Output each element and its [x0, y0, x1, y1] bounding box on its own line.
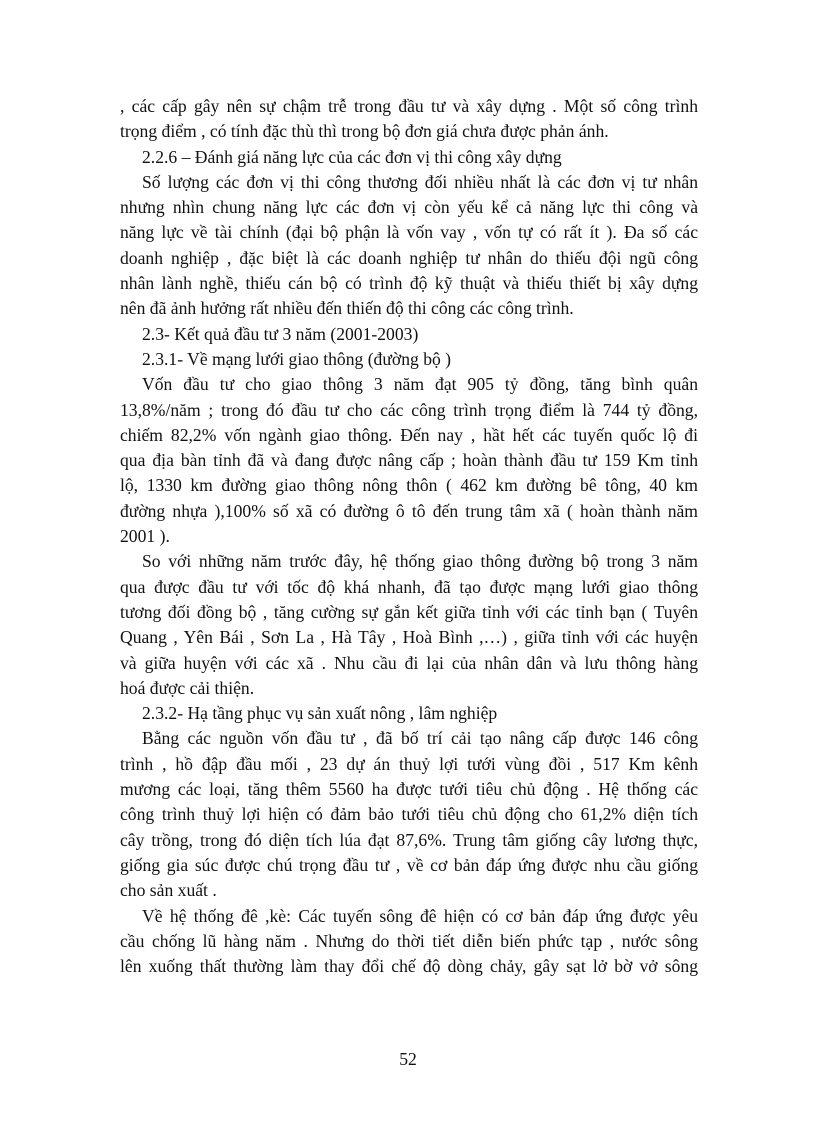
section-heading-2-3: 2.3- Kết quả đầu tư 3 năm (2001-2003) — [142, 323, 419, 344]
document-page-body — [120, 94, 698, 979]
body-line: lộ, 1330 km đường giao thông nông thôn ( 462 km đường bê tông, 40 km — [120, 475, 698, 496]
body-line: cây trồng, trong đó diện tích lúa đạt 87,6%. Trung tâm giống cây lương thực, — [120, 829, 698, 850]
body-line: và giữa huyện với các xã . Nhu cầu đi lại của nhân dân và lưu thông hàng — [120, 652, 698, 673]
body-line: tương đối đồng bộ , tăng cường sự gắn kết giữa tỉnh với các tỉnh bạn ( Tuyên — [120, 601, 698, 622]
paragraph-first-line: Vốn đầu tư cho giao thông 3 năm đạt 905 tỷ đồng, tăng bình quân — [142, 374, 698, 395]
page-number: 52 — [399, 1049, 417, 1069]
body-line: , các cấp gây nên sự chậm trễ trong đầu tư và xây dựng . Một số công trình — [120, 96, 698, 116]
body-line: cầu chống lũ hàng năm . Nhưng do thời tiết diễn biến phức tạp , nước sông — [120, 930, 698, 951]
body-line: hoá được cải thiện. — [120, 677, 255, 698]
body-line: 2001 ). — [120, 526, 170, 547]
body-line: năng lực về tài chính (đại bộ phận là vốn vay , vốn tự có rất ít ). Đa số các — [120, 222, 698, 243]
body-line: chiếm 82,2% vốn ngành giao thông. Đến nay , hầt hết các tuyến quốc lộ đi — [120, 424, 698, 445]
paragraph-first-line: Số lượng các đơn vị thi công thương đối nhiều nhất là các đơn vị tư nhân — [142, 171, 698, 192]
body-line: giống gia súc được chú trọng đầu tư , về cơ bản đáp ứng được nhu cầu giống — [120, 854, 698, 875]
paragraph-first-line: So với những năm trước đây, hệ thống giao thông đường bộ trong 3 năm — [142, 551, 698, 572]
paragraph-first-line: Bằng các nguồn vốn đầu tư , đã bố trí cải tạo nâng cấp được 146 công — [142, 728, 698, 749]
section-heading-2-2-6: 2.2.6 – Đánh giá năng lực của các đơn vị thi công xây dựng — [142, 146, 562, 167]
body-line: qua địa bàn tỉnh đã và đang được nâng cấp ; hoàn thành đầu tư 159 Km tỉnh — [120, 450, 698, 471]
body-line: Quang , Yên Bái , Sơn La , Hà Tây , Hoà Bình ,…) , giữa tỉnh với các huyện — [120, 627, 698, 648]
body-line: mương các loại, tăng thêm 5560 ha được tưới tiêu chủ động . Hệ thống các — [120, 779, 698, 800]
body-line: công trình thuỷ lợi hiện có đảm bảo tưới tiêu chủ động cho 61,2% diện tích — [120, 804, 698, 825]
body-line: nên đã ảnh hưởng rất nhiều đến thiến độ thi công các công trình. — [120, 298, 574, 319]
body-line: trọng điểm , có tính đặc thù thì trong bộ đơn giá chưa được phản ánh. — [120, 121, 609, 142]
section-heading-2-3-2: 2.3.2- Hạ tầng phục vụ sản xuất nông , lâm nghiệp — [142, 703, 498, 724]
body-line: đường nhựa ),100% số xã có đường ô tô đến trung tâm xã ( hoàn thành năm — [120, 500, 698, 521]
body-line: doanh nghiệp , đặc biệt là các doanh nghiệp tư nhân do thiếu đội ngũ công — [120, 247, 698, 268]
body-line: nhân lành nghề, thiếu cán bộ có trình độ kỹ thuật và thiếu thiết bị xây dựng — [120, 273, 698, 294]
body-line: nhưng nhìn chung năng lực các đơn vị còn yếu kể cả năng lực thi công và — [120, 197, 698, 218]
paragraph-first-line: Về hệ thống đê ,kè: Các tuyến sông đê hiện có cơ bản đáp ứng được yêu — [142, 905, 698, 926]
body-line: qua được đầu tư với tốc độ khá nhanh, đã tạo được mạng lưới giao thông — [120, 576, 698, 597]
body-line: cho sản xuất . — [120, 880, 217, 901]
body-line: lên xuống thất thường làm thay đổi chế độ dòng chảy, gây sạt lở bờ vở sông — [120, 956, 698, 977]
section-heading-2-3-1: 2.3.1- Về mạng lưới giao thông (đường bộ ) — [142, 348, 452, 369]
body-line: 13,8%/năm ; trong đó đầu tư cho các công trình trọng điểm là 744 tỷ đồng, — [120, 399, 698, 420]
body-line: trình , hồ đập đầu mối , 23 dự án thuỷ lợi tưới vùng đồi , 517 Km kênh — [120, 753, 698, 774]
